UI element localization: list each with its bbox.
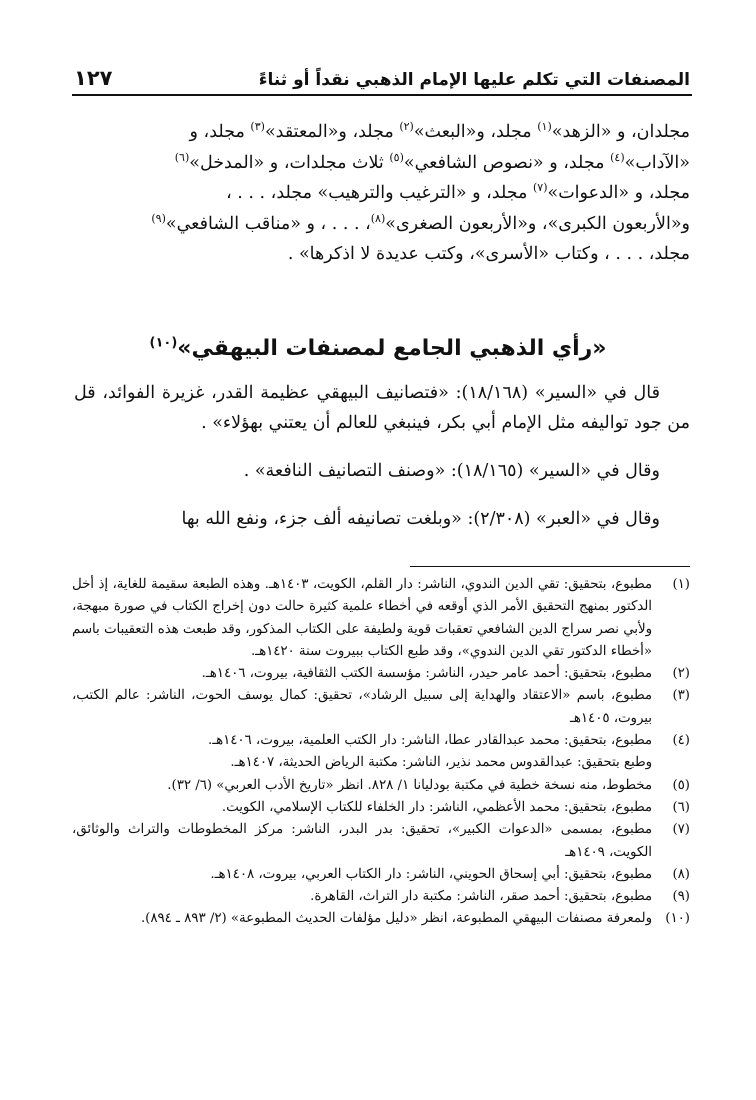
- footnote-number: (٨): [672, 866, 690, 882]
- footnote-number: (٥): [672, 777, 690, 793]
- body-line: مجلد، . . . ، وكتاب «الأسرى»، وكتب عديدة لا اذكرها» .: [287, 244, 690, 264]
- body-line: و«الأربعون الكبرى»، و«الأربعون الصغرى»$^{(٨)}$، . . . ، و «مناقب الشافعي»$^{(٩)}$: [151, 211, 690, 234]
- footnote: [72, 663, 690, 685]
- footnote-text: مطبوع، بمسمى «الدعوات الكبير»، تحقيق: بدر البدر، الناشر: مركز المخطوطات والتراث والوثائق، الكويت، ١٤٠٩هـ: [72, 822, 652, 860]
- running-title: المصنفات التي تكلم عليها الإمام الذهبي نقداً أو ثناءً: [258, 70, 690, 90]
- footnote: [72, 574, 690, 663]
- footnote-number: (٤): [672, 733, 690, 749]
- running-header: [74, 60, 690, 90]
- body-paragraph: [74, 117, 690, 270]
- footnote-number: (٦): [672, 799, 690, 815]
- quote-paragraph: وقال في «العبر» (٢/٣٠٨): «وبلغت تصانيفه ألف جزء، ونفع الله بها: [181, 509, 660, 529]
- footnote-text: مخطوط، منه نسخة خطية في مكتبة بودليانا ١/ ٨٢٨. انظر «تاريخ الأدب العربي» (٦/ ٣٢).: [167, 777, 652, 793]
- footnote-ref: (١): [537, 120, 552, 134]
- footnote-number: (٣): [672, 688, 690, 704]
- footnote-ref: (٩): [151, 211, 166, 225]
- footnote-number: (٧): [672, 822, 690, 838]
- footnote-text: مطبوع، باسم «الاعتقاد والهداية إلى سبيل الرشاد»، تحقيق: كمال يوسف الحوت، الناشر: عالم الكتب، بيروت، ١٤٠٥هـ: [72, 688, 652, 726]
- footnote-text: مطبوع، بتحقيق: محمد الأعظمي، الناشر: دار الخلفاء للكتاب الإسلامي، الكويت.: [221, 799, 652, 815]
- footnote-ref: (٦): [174, 150, 190, 164]
- quote-paragraph: وقال في «السير» (١٨/١٦٥): «وصنف التصانيف النافعة» .: [243, 461, 660, 481]
- footnote: [72, 886, 690, 908]
- footnote-number: (٩): [672, 889, 690, 905]
- footnote-text: مطبوع، بتحقيق: تقي الدين الندوي، الناشر: دار القلم، الكويت، ١٤٠٣هـ. وهذه الطبعة سقيمة للغاية، إذ أخل الدكتور بمنهج التحقيق الأمر الذي أوقعه في أخطاء علمية كثيرة حالت دون إخراج الكتاب في صورة مبهجة، ولأبي نصر سراج الدين الشافعي تعقبات قوية ولطيفة على الكتاب المذكور، وقد طبعت هذه التعقيبات باسم «أخطاء الدكتور تقي الدين الندوي»، وقد طبع الكتاب ببيروت سنة ١٤٢٠هـ.: [72, 577, 652, 659]
- footnote-number: (٢): [672, 666, 690, 682]
- footnote-ref: (٢): [399, 120, 414, 134]
- footnote-ref: (٥): [389, 150, 404, 164]
- page-number: ١٢٧: [74, 66, 113, 90]
- footnote: [72, 775, 690, 797]
- footnote-text: مطبوع، بتحقيق: محمد عبدالقادر عطا، الناشر: دار الكتب العلمية، بيروت، ١٤٠٦هـ. وطبع بتحقيق: عبدالقدوس محمد نذير، الناشر: مكتبة الرياض الحديثة، ١٤٠٧هـ.: [72, 730, 652, 775]
- footnote-text: ولمعرفة مصنفات البيهقي المطبوعة، انظر «دليل مؤلفات الحديث المطبوعة» (٢/ ٨٩٣ ـ ٨٩٤).: [140, 911, 652, 927]
- footnote: [72, 730, 690, 775]
- footnote-number: (١٠): [665, 911, 690, 927]
- footnote-ref: (١٠): [149, 335, 178, 351]
- footnotes: [72, 574, 690, 931]
- footnote-ref: (٣): [250, 120, 265, 134]
- footnote: [72, 864, 690, 886]
- footnote: [72, 819, 690, 864]
- footnote-ref: (٧): [532, 181, 548, 195]
- footnote-ref: (٤): [610, 150, 625, 164]
- footnote-separator: [410, 566, 690, 567]
- footnote-ref: (٨): [370, 211, 386, 225]
- section-heading-text: «رأي الذهبي الجامع لمصنفات البيهقي»: [177, 336, 607, 361]
- footnote-number: (١): [672, 577, 690, 592]
- footnote-subline: وطبع بتحقيق: عبدالقدوس محمد نذير، الناشر: مكتبة الرياض الحديثة، ١٤٠٧هـ.: [230, 755, 652, 771]
- body-line: «الآداب»$^{(٤)}$ مجلد، و «نصوص الشافعي»$^{(٥)}$ ثلاث مجلدات، و «المدخل»$^{(٦)}$: [174, 150, 690, 173]
- footnote-text: مطبوع، بتحقيق: أبي إسحاق الحويني، الناشر: دار الكتاب العربي، بيروت، ١٤٠٨هـ.: [210, 866, 652, 882]
- quotes-section: [74, 378, 690, 534]
- body-line: مجلدان، و «الزهد»$^{(١)}$ مجلد، و«البعث»$^{(٢)}$ مجلد، و«المعتقد»$^{(٣)}$ مجلد، و: [189, 120, 690, 142]
- footnote-text: مطبوع، بتحقيق: أحمد صقر، الناشر: مكتبة دار التراث، القاهرة.: [310, 889, 652, 905]
- body-line: مجلد، و «الدعوات»$^{(٧)}$ مجلد، و «الترغيب والترهيب» مجلد، . . . ،: [226, 181, 690, 203]
- footnote: [72, 797, 690, 819]
- quote-paragraph: قال في «السير» (١٨/١٦٨): «فتصانيف البيهقي عظيمة القدر، غزيرة الفوائد، قل من جود تواليفه مثل الإمام أبي بكر، فينبغي للعالم أن يعتني بهؤلاء» .: [74, 383, 690, 433]
- section-heading: [66, 336, 690, 361]
- footnote: [72, 908, 690, 930]
- header-rule: [72, 94, 692, 96]
- footnote: [72, 685, 690, 730]
- footnote-text: مطبوع، بتحقيق: أحمد عامر حيدر، الناشر: مؤسسة الكتب الثقافية، بيروت، ١٤٠٦هـ.: [201, 666, 652, 682]
